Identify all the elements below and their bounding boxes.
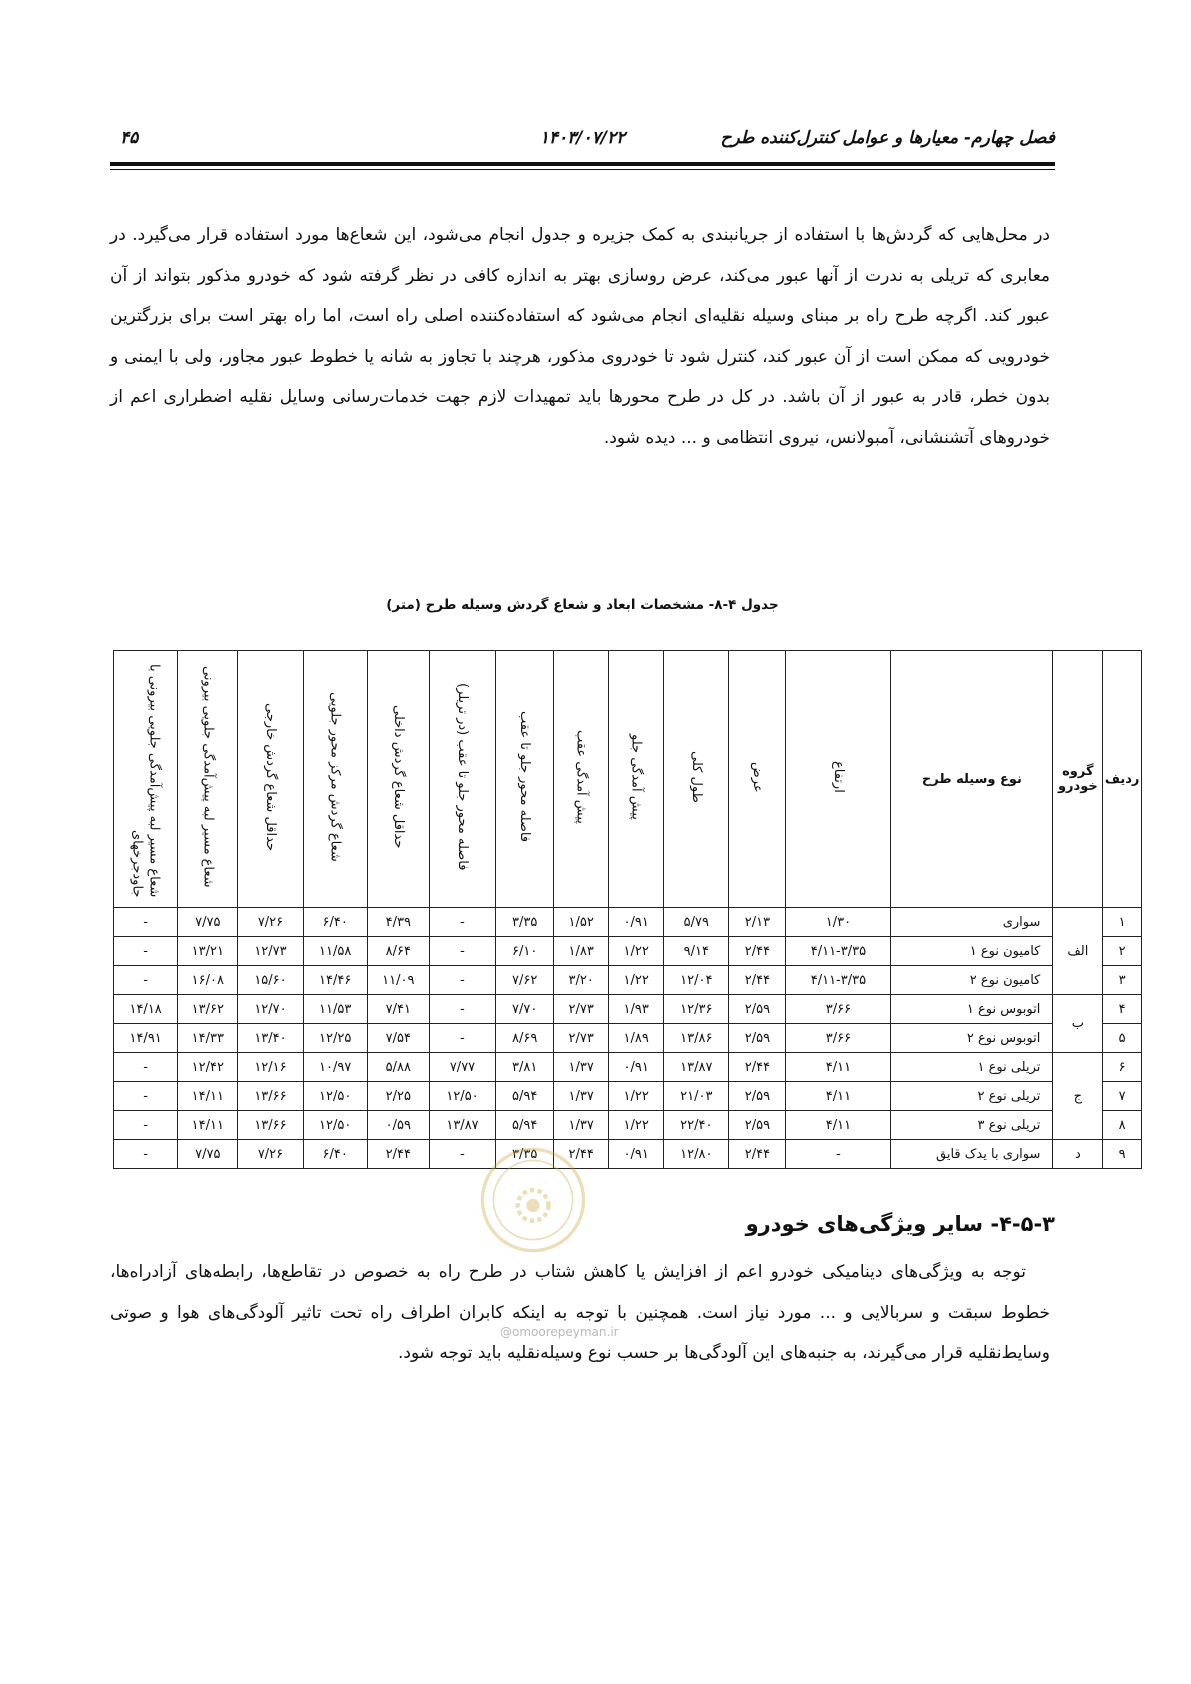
cell-rear: ۱/۵۲ bbox=[554, 908, 609, 937]
cell-outer-radius: ۱۲/۱۶ bbox=[238, 1053, 303, 1082]
cell-vehicle-type: کامیون نوع ۲ bbox=[891, 966, 1053, 995]
cell-inner-radius: ۲/۴۴ bbox=[367, 1140, 429, 1169]
cell-vehicle-type: تریلی نوع ۳ bbox=[891, 1111, 1053, 1140]
table-row bbox=[114, 1053, 1142, 1082]
table-caption: جدول ۴-۸- مشخصات ابعاد و شعاع گردش وسیله طرح (متر) bbox=[386, 597, 779, 613]
cell-rear: ۲/۷۳ bbox=[554, 995, 609, 1024]
cell-overhang-path: ۷/۷۵ bbox=[178, 908, 238, 937]
cell-outer-radius: ۱۲/۷۰ bbox=[238, 995, 303, 1024]
cell-front: ۱/۲۲ bbox=[609, 937, 664, 966]
cell-rear: ۱/۸۳ bbox=[554, 937, 609, 966]
cell-height: ۴/۱۱ bbox=[786, 1111, 891, 1140]
cell-axle-radius: ۱۲/۲۵ bbox=[303, 1024, 367, 1053]
col-trailer-wheelbase: فاصله محور جلو تا عقب (در تریلر) bbox=[429, 651, 495, 908]
cell-vehicle-type: کامیون نوع ۱ bbox=[891, 937, 1053, 966]
cell-row-no: ۵ bbox=[1103, 1024, 1142, 1053]
cell-wheelbase: ۶/۱۰ bbox=[496, 937, 554, 966]
cell-axle-radius: ۱۴/۴۶ bbox=[303, 966, 367, 995]
cell-row-no: ۳ bbox=[1103, 966, 1142, 995]
table-row bbox=[114, 937, 1142, 966]
cell-row-no: ۹ bbox=[1103, 1140, 1142, 1169]
cell-front: ۰/۹۱ bbox=[609, 1053, 664, 1082]
cell-rear: ۱/۳۷ bbox=[554, 1111, 609, 1140]
cell-axle-radius: ۶/۴۰ bbox=[303, 1140, 367, 1169]
cell-width: ۲/۴۴ bbox=[729, 937, 786, 966]
cell-height: - bbox=[786, 1140, 891, 1169]
cell-row-no: ۷ bbox=[1103, 1082, 1142, 1111]
cell-vehicle-type: اتوبوس نوع ۱ bbox=[891, 995, 1053, 1024]
cell-rear: ۳/۲۰ bbox=[554, 966, 609, 995]
cell-wheelbase: ۷/۶۲ bbox=[496, 966, 554, 995]
cell-axle-radius: ۶/۴۰ bbox=[303, 908, 367, 937]
cell-height: ۴/۱۱-۳/۳۵ bbox=[786, 937, 891, 966]
cell-overhang-path: ۱۴/۱۱ bbox=[178, 1111, 238, 1140]
cell-outer-radius: ۱۳/۴۰ bbox=[238, 1024, 303, 1053]
col-width: عرض bbox=[729, 651, 786, 908]
cell-outer-radius: ۷/۲۶ bbox=[238, 1140, 303, 1169]
col-vehicle-type: نوع وسیله طرح bbox=[891, 651, 1053, 908]
cell-wheelbase: ۸/۶۹ bbox=[496, 1024, 554, 1053]
chapter-title: فصل چهارم- معیارها و عوامل کنترل‌کننده طرح bbox=[720, 128, 1055, 148]
cell-row-no: ۶ bbox=[1103, 1053, 1142, 1082]
cell-overhang-path: ۱۶/۰۸ bbox=[178, 966, 238, 995]
cell-front: ۱/۲۲ bbox=[609, 1082, 664, 1111]
cell-trailer-wheelbase: ۱۲/۵۰ bbox=[429, 1082, 495, 1111]
cell-vehicle-type: سواری bbox=[891, 908, 1053, 937]
cell-group: الف bbox=[1053, 908, 1103, 995]
cell-height: ۳/۶۶ bbox=[786, 1024, 891, 1053]
cell-row-no: ۴ bbox=[1103, 995, 1142, 1024]
cell-overhang-path-mirror: - bbox=[114, 1140, 178, 1169]
cell-outer-radius: ۷/۲۶ bbox=[238, 908, 303, 937]
table-row bbox=[114, 1111, 1142, 1140]
intro-paragraph: در محل‌هایی که گردش‌ها با استفاده از جریانبندی به کمک جزیره و جدول انجام می‌شود، این شعاع‌ها مورد استفاده قرار می‌گیرد. در معابری که تریلی به ندرت از آنها عبور می‌کند، عرض روسازی بهتر به اندازه کافی در نظر گرفته شود که خودرو مذکور بتواند از آن عبور کند. اگرچه طرح راه بر مبنای وسیله نقلیه‌ای انجام می‌شود که استفاده‌کننده اصلی راه است، اما راه بهتر است برای بزرگترین خودرویی که ممکن است از آن عبور کند، کنترل شود تا خودروی مذکور، هرچند با تجاوز به شانه یا خطوط عبور مجاور، ولی با ایمنی و بدون خطر، قادر به عبور از آن باشد. در کل در طرح محورها باید تمهیدات لازم جهت خدمات‌رسانی وسایل نقلیه اضطراری اعم از خودروهای آتشنشانی، آمبولانس، نیروی انتظامی و ... دیده شود. bbox=[110, 225, 1050, 448]
cell-wheelbase: ۳/۳۵ bbox=[496, 1140, 554, 1169]
cell-axle-radius: ۱۰/۹۷ bbox=[303, 1053, 367, 1082]
col-wheelbase: فاصله محور جلو تا عقب bbox=[496, 651, 554, 908]
cell-axle-radius: ۱۲/۵۰ bbox=[303, 1111, 367, 1140]
cell-outer-radius: ۱۵/۶۰ bbox=[238, 966, 303, 995]
header-date: ۱۴۰۳/۰۷/۲۲ bbox=[539, 128, 626, 148]
cell-width: ۲/۴۴ bbox=[729, 1140, 786, 1169]
cell-wheelbase: ۳/۸۱ bbox=[496, 1053, 554, 1082]
col-rear-overhang: پیش آمدگی عقب bbox=[554, 651, 609, 908]
cell-height: ۱/۳۰ bbox=[786, 908, 891, 937]
section-heading: ۴-۵-۳- سایر ویژگی‌های خودرو bbox=[745, 1212, 1055, 1236]
cell-row-no: ۸ bbox=[1103, 1111, 1142, 1140]
table-row bbox=[114, 1140, 1142, 1169]
cell-wheelbase: ۷/۷۰ bbox=[496, 995, 554, 1024]
cell-overhang-path: ۱۳/۲۱ bbox=[178, 937, 238, 966]
table-row bbox=[114, 1082, 1142, 1111]
cell-overhang-path-mirror: - bbox=[114, 1082, 178, 1111]
cell-height: ۴/۱۱-۳/۳۵ bbox=[786, 966, 891, 995]
cell-trailer-wheelbase: - bbox=[429, 1140, 495, 1169]
cell-trailer-wheelbase: - bbox=[429, 937, 495, 966]
cell-rear: ۱/۳۷ bbox=[554, 1082, 609, 1111]
cell-front: ۱/۹۳ bbox=[609, 995, 664, 1024]
cell-inner-radius: ۱۱/۰۹ bbox=[367, 966, 429, 995]
cell-trailer-wheelbase: - bbox=[429, 1024, 495, 1053]
cell-length: ۱۳/۸۷ bbox=[664, 1053, 729, 1082]
vehicle-spec-table bbox=[113, 650, 1142, 1169]
cell-height: ۳/۶۶ bbox=[786, 995, 891, 1024]
cell-overhang-path-mirror: - bbox=[114, 908, 178, 937]
cell-row-no: ۱ bbox=[1103, 908, 1142, 937]
cell-length: ۲۲/۴۰ bbox=[664, 1111, 729, 1140]
col-group: گروه خودرو bbox=[1053, 651, 1103, 908]
col-height: ارتفاع bbox=[786, 651, 891, 908]
cell-row-no: ۲ bbox=[1103, 937, 1142, 966]
cell-group: ج bbox=[1053, 1053, 1103, 1140]
cell-front: ۰/۹۱ bbox=[609, 908, 664, 937]
cell-length: ۱۲/۳۶ bbox=[664, 995, 729, 1024]
cell-vehicle-type: تریلی نوع ۱ bbox=[891, 1053, 1053, 1082]
cell-front: ۱/۲۲ bbox=[609, 1111, 664, 1140]
cell-overhang-path: ۱۲/۴۲ bbox=[178, 1053, 238, 1082]
table-row bbox=[114, 966, 1142, 995]
cell-trailer-wheelbase: - bbox=[429, 908, 495, 937]
cell-rear: ۱/۳۷ bbox=[554, 1053, 609, 1082]
cell-axle-radius: ۱۱/۵۸ bbox=[303, 937, 367, 966]
col-total-length: طول کلی bbox=[664, 651, 729, 908]
cell-axle-radius: ۱۲/۵۰ bbox=[303, 1082, 367, 1111]
cell-outer-radius: ۱۳/۶۶ bbox=[238, 1082, 303, 1111]
cell-wheelbase: ۵/۹۴ bbox=[496, 1082, 554, 1111]
col-min-inner-radius: حداقل شعاع گردش داخلی bbox=[367, 651, 429, 908]
cell-group: د bbox=[1053, 1140, 1103, 1169]
cell-inner-radius: ۰/۵۹ bbox=[367, 1111, 429, 1140]
cell-trailer-wheelbase: ۱۳/۸۷ bbox=[429, 1111, 495, 1140]
cell-trailer-wheelbase: - bbox=[429, 966, 495, 995]
cell-inner-radius: ۴/۳۹ bbox=[367, 908, 429, 937]
watermark-logo bbox=[478, 1145, 588, 1255]
cell-height: ۴/۱۱ bbox=[786, 1082, 891, 1111]
cell-overhang-path-mirror: - bbox=[114, 1111, 178, 1140]
cell-vehicle-type: اتوبوس نوع ۲ bbox=[891, 1024, 1053, 1053]
table-row bbox=[114, 995, 1142, 1024]
cell-trailer-wheelbase: ۷/۷۷ bbox=[429, 1053, 495, 1082]
cell-rear: ۲/۷۳ bbox=[554, 1024, 609, 1053]
cell-wheelbase: ۳/۳۵ bbox=[496, 908, 554, 937]
cell-vehicle-type: تریلی نوع ۲ bbox=[891, 1082, 1053, 1111]
col-row-no: ردیف bbox=[1103, 651, 1142, 908]
page-number: ۴۵ bbox=[120, 128, 139, 148]
cell-length: ۲۱/۰۳ bbox=[664, 1082, 729, 1111]
col-outer-overhang-path-mirror: شعاع مسیر لبه پیش‌آمدگی جلویی بیرونی با جاودجرخهای bbox=[114, 651, 178, 908]
cell-width: ۲/۴۴ bbox=[729, 966, 786, 995]
cell-front: ۱/۲۲ bbox=[609, 966, 664, 995]
cell-front: ۱/۸۹ bbox=[609, 1024, 664, 1053]
cell-inner-radius: ۵/۸۸ bbox=[367, 1053, 429, 1082]
cell-overhang-path: ۱۳/۶۲ bbox=[178, 995, 238, 1024]
cell-overhang-path-mirror: ۱۴/۱۸ bbox=[114, 995, 178, 1024]
table-row bbox=[114, 908, 1142, 937]
section-paragraph: توجه به ویژگی‌های دینامیکی خودرو اعم از افزایش یا کاهش شتاب در طرح راه به خصوص در تقاطع‌ها، رابطه‌های آزادراه‌ها، خطوط سبقت و سربالایی و ... مورد نیاز است. همچنین با توجه به اینکه کابران اطراف راه تحت تاثیر آلودگی‌های هوا و صوتی وسایط‌نقلیه قرار می‌گیرند، به جنبه‌های این آلودگی‌ها بر حسب نوع وسیله‌نقلیه باید توجه شود. bbox=[110, 1262, 1050, 1363]
cell-overhang-path-mirror: - bbox=[114, 937, 178, 966]
cell-overhang-path: ۷/۷۵ bbox=[178, 1140, 238, 1169]
header-rule-thin bbox=[110, 169, 1055, 170]
cell-inner-radius: ۷/۴۱ bbox=[367, 995, 429, 1024]
col-outer-overhang-path: شعاع مسیر لبه پیش‌آمدگی جلویی بیرونی bbox=[178, 651, 238, 908]
cell-width: ۲/۵۹ bbox=[729, 995, 786, 1024]
cell-inner-radius: ۲/۲۵ bbox=[367, 1082, 429, 1111]
cell-axle-radius: ۱۱/۵۳ bbox=[303, 995, 367, 1024]
cell-rear: ۲/۴۴ bbox=[554, 1140, 609, 1169]
cell-width: ۲/۵۹ bbox=[729, 1024, 786, 1053]
watermark-text: @omoorepeyman.ir bbox=[500, 1325, 619, 1339]
cell-width: ۲/۵۹ bbox=[729, 1082, 786, 1111]
cell-outer-radius: ۱۳/۶۶ bbox=[238, 1111, 303, 1140]
cell-overhang-path-mirror: ۱۴/۹۱ bbox=[114, 1024, 178, 1053]
cell-outer-radius: ۱۲/۷۳ bbox=[238, 937, 303, 966]
cell-height: ۴/۱۱ bbox=[786, 1053, 891, 1082]
cell-width: ۲/۴۴ bbox=[729, 1053, 786, 1082]
page-header bbox=[110, 128, 1055, 156]
cell-overhang-path: ۱۴/۱۱ bbox=[178, 1082, 238, 1111]
cell-length: ۵/۷۹ bbox=[664, 908, 729, 937]
cell-group: ب bbox=[1053, 995, 1103, 1053]
cell-inner-radius: ۷/۵۴ bbox=[367, 1024, 429, 1053]
cell-overhang-path-mirror: - bbox=[114, 966, 178, 995]
cell-width: ۲/۵۹ bbox=[729, 1111, 786, 1140]
cell-trailer-wheelbase: - bbox=[429, 995, 495, 1024]
table-row bbox=[114, 1024, 1142, 1053]
cell-length: ۱۲/۰۴ bbox=[664, 966, 729, 995]
col-min-outer-radius: حداقل شعاع گردش خارجی bbox=[238, 651, 303, 908]
col-front-axle-radius: شعاع گردش مرکز محور جلویی bbox=[303, 651, 367, 908]
cell-length: ۹/۱۴ bbox=[664, 937, 729, 966]
header-rule-thick bbox=[110, 162, 1055, 166]
cell-length: ۱۳/۸۶ bbox=[664, 1024, 729, 1053]
cell-overhang-path-mirror: - bbox=[114, 1053, 178, 1082]
cell-wheelbase: ۵/۹۴ bbox=[496, 1111, 554, 1140]
col-front-overhang: پیش آمدگی جلو bbox=[609, 651, 664, 908]
cell-length: ۱۲/۸۰ bbox=[664, 1140, 729, 1169]
table-header-row bbox=[114, 651, 1142, 908]
cell-width: ۲/۱۳ bbox=[729, 908, 786, 937]
cell-vehicle-type: سواری با یدک قایق bbox=[891, 1140, 1053, 1169]
cell-inner-radius: ۸/۶۴ bbox=[367, 937, 429, 966]
cell-front: ۰/۹۱ bbox=[609, 1140, 664, 1169]
cell-overhang-path: ۱۴/۳۳ bbox=[178, 1024, 238, 1053]
